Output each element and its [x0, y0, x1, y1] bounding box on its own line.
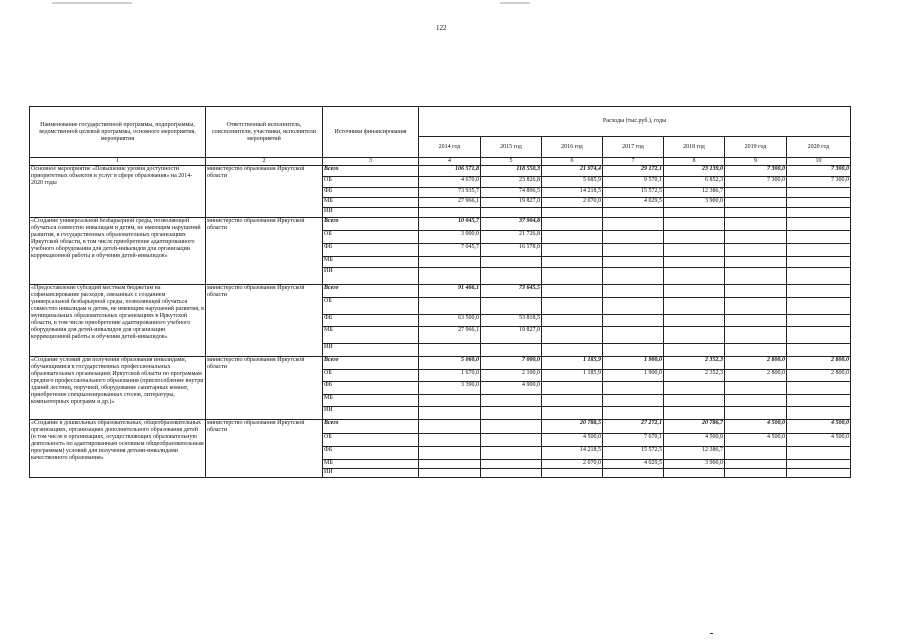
expense-value [603, 218, 664, 231]
expense-value [787, 218, 851, 231]
expense-value [725, 298, 787, 315]
expense-value [419, 447, 481, 460]
expense-value [419, 469, 481, 478]
expense-value: 16 178,0 [481, 244, 542, 257]
column-number: 6 [542, 158, 603, 166]
expense-value [481, 469, 542, 478]
scan-artifact [52, 2, 132, 4]
expense-value [419, 420, 481, 434]
expense-value [419, 268, 481, 285]
funding-source: Всего [323, 166, 419, 177]
expense-value [664, 407, 725, 420]
expense-value [725, 327, 787, 344]
expense-value: 118 550,3 [481, 166, 542, 177]
expense-value [542, 231, 603, 244]
column-number: 2 [206, 158, 323, 166]
measure-name: «Создание в дошкольных образовательных, общеобразовательных организациях, организациях дополнительного образования детей (в том числе в организациях, осуществляющих образовательную деятельность по адаптированным основным общеобразовательным программам) условий для получения детьми-инвалидами качественного образования» [30, 420, 206, 478]
expense-value [787, 344, 851, 357]
header-year: 2015 год [481, 137, 542, 158]
expense-value [542, 327, 603, 344]
expense-value: 29 172,1 [603, 166, 664, 177]
funding-source: МБ [323, 198, 419, 208]
expense-value [481, 268, 542, 285]
expense-value: 4 500,0 [664, 434, 725, 447]
table-row [30, 166, 851, 177]
expense-value: 4 029,5 [603, 460, 664, 469]
expense-value: 106 571,8 [419, 166, 481, 177]
expense-value: 1 185,9 [542, 357, 603, 370]
expense-value: 7 300,0 [787, 177, 851, 188]
measure-name: «Создание условий для получения образования инвалидами, обучающимися в государственных профессиональных образовательных организациях Иркутской области по программам среднего профессионального образования (приспособление внутри зданий лестниц, поручней, оборудование санитарных комнат, приобретение специализированных столов, литературы, компьютерных программ и др.)» [30, 357, 206, 420]
expense-value [725, 208, 787, 218]
expense-value: 63 500,0 [419, 315, 481, 327]
expense-value: 4 500,0 [725, 434, 787, 447]
expense-value [542, 218, 603, 231]
expense-value: 2 070,0 [542, 198, 603, 208]
expense-value: 27 966,1 [419, 198, 481, 208]
expense-value: 15 572,5 [603, 447, 664, 460]
expense-value [542, 298, 603, 315]
expense-value: 4 029,5 [603, 198, 664, 208]
expense-value [419, 257, 481, 268]
expense-value: 23 139,0 [664, 166, 725, 177]
expense-value [419, 460, 481, 469]
header-name: Наименование государственной программы, подпрограммы, ведомственной целевой программы, основного мероприятия, мероприятия [30, 107, 206, 158]
expense-value [481, 208, 542, 218]
expense-value [603, 469, 664, 478]
expense-value [787, 268, 851, 285]
expense-value [664, 208, 725, 218]
table-row [30, 420, 851, 434]
expense-value: 20 788,5 [542, 420, 603, 434]
funding-source: ФБ [323, 315, 419, 327]
header-year: 2018 год [664, 137, 725, 158]
expense-value [481, 420, 542, 434]
expense-value: 4 900,0 [481, 382, 542, 395]
header-year: 2019 год [725, 137, 787, 158]
expense-value [603, 315, 664, 327]
expense-value [481, 344, 542, 357]
column-number: 1 [30, 158, 206, 166]
expense-value [542, 315, 603, 327]
funding-source: ИИ [323, 344, 419, 357]
expense-value [725, 231, 787, 244]
expense-value [725, 447, 787, 460]
expense-value [603, 344, 664, 357]
funding-source: ФБ [323, 188, 419, 198]
expense-value [481, 257, 542, 268]
measure-executor: министерство образования Иркутской области [206, 420, 323, 478]
expense-value [419, 434, 481, 447]
expense-value: 4 500,0 [725, 420, 787, 434]
funding-source: Всего [323, 285, 419, 298]
header-year: 2016 год [542, 137, 603, 158]
expense-value [542, 208, 603, 218]
expense-value [664, 298, 725, 315]
funding-source: МБ [323, 327, 419, 344]
expense-value [664, 469, 725, 478]
expense-value [664, 268, 725, 285]
funding-source: ФБ [323, 244, 419, 257]
expense-value [787, 208, 851, 218]
expense-value [664, 257, 725, 268]
expense-value [787, 327, 851, 344]
expense-value [725, 285, 787, 298]
expense-value [725, 218, 787, 231]
expense-value [542, 268, 603, 285]
expense-value: 14 218,5 [542, 188, 603, 198]
expense-value: 12 386,7 [664, 447, 725, 460]
expense-value: 21 974,4 [542, 166, 603, 177]
expense-value [725, 344, 787, 357]
funding-source: ФБ [323, 447, 419, 460]
expense-value [664, 382, 725, 395]
column-number: 4 [419, 158, 481, 166]
expense-value [787, 285, 851, 298]
expense-value: 2 352,3 [664, 370, 725, 382]
expense-value: 5 060,0 [419, 357, 481, 370]
table-row [30, 285, 851, 298]
expense-value [725, 268, 787, 285]
funding-source: МБ [323, 460, 419, 469]
expense-value [787, 315, 851, 327]
measure-name: «Создание универсальной безбарьерной среды, позволяющей обучаться совместно инвалидам и детям, не имеющим нарушений развития, в государственных образовательных организациях Иркутской области, в том числе приобретение адаптированного учебного оборудования для детей-инвалидов для организации коррекционной работы и обучения детей-инвалидов» [30, 218, 206, 285]
expense-value [419, 298, 481, 315]
column-number: 5 [481, 158, 542, 166]
expense-value [787, 257, 851, 268]
expense-value [542, 244, 603, 257]
expense-value [664, 244, 725, 257]
header-year: 2017 год [603, 137, 664, 158]
expense-value [787, 447, 851, 460]
expense-value [664, 395, 725, 407]
header-executor: Ответственный исполнитель, соисполнители, участники, исполнители мероприятий [206, 107, 323, 158]
header-expenses: Расходы (тыс.руб.), годы [419, 107, 851, 137]
column-number: 8 [664, 158, 725, 166]
funding-source: МБ [323, 257, 419, 268]
expense-value [664, 218, 725, 231]
expense-value: 4 500,0 [787, 420, 851, 434]
expense-value: 4 500,0 [542, 434, 603, 447]
funding-source: ОБ [323, 177, 419, 188]
column-number: 9 [725, 158, 787, 166]
expense-value: 15 572,5 [603, 188, 664, 198]
expense-value: 2 800,0 [787, 370, 851, 382]
expense-value [419, 344, 481, 357]
measure-name: Основное мероприятие «Повышение уровня доступности приоритетных объектов и услуг в сфере образования» на 2014-2020 годы [30, 166, 206, 218]
expense-value [603, 327, 664, 344]
funding-source: ИИ [323, 469, 419, 478]
funding-source: ИИ [323, 407, 419, 420]
expense-value: 6 852,3 [664, 177, 725, 188]
expense-value [725, 460, 787, 469]
expense-value [481, 460, 542, 469]
expense-value [603, 231, 664, 244]
expense-value: 2 800,0 [725, 357, 787, 370]
expense-value [603, 268, 664, 285]
scan-mark [710, 633, 713, 634]
expense-value [664, 315, 725, 327]
expense-value [481, 395, 542, 407]
expense-value [725, 469, 787, 478]
expense-value: 10 045,7 [419, 218, 481, 231]
expense-value: 7 300,0 [725, 166, 787, 177]
expense-value [725, 395, 787, 407]
expense-value [787, 469, 851, 478]
expense-value [603, 285, 664, 298]
expense-value: 1 670,0 [419, 370, 481, 382]
column-number: 3 [323, 158, 419, 166]
expense-value [725, 257, 787, 268]
page-number: 122 [436, 24, 447, 32]
expense-value: 2 800,0 [725, 370, 787, 382]
budget-table [29, 106, 851, 478]
header-year: 2014 год [419, 137, 481, 158]
header-source: Источники финансирования [323, 107, 419, 158]
expense-value [603, 298, 664, 315]
expense-value: 2 070,0 [542, 460, 603, 469]
expense-value [787, 460, 851, 469]
expense-value [603, 407, 664, 420]
expense-value [542, 395, 603, 407]
expense-value: 12 386,7 [664, 188, 725, 198]
expense-value: 3 000,0 [419, 231, 481, 244]
expense-value: 7 045,7 [419, 244, 481, 257]
expense-value [542, 257, 603, 268]
expense-value [664, 231, 725, 244]
expense-value [787, 244, 851, 257]
funding-source: ОБ [323, 370, 419, 382]
expense-value: 53 818,5 [481, 315, 542, 327]
expense-value: 14 218,5 [542, 447, 603, 460]
expense-value [481, 447, 542, 460]
expense-value [787, 298, 851, 315]
expense-value [542, 407, 603, 420]
expense-value: 2 800,0 [787, 357, 851, 370]
funding-source: ОБ [323, 298, 419, 315]
table-row [30, 218, 851, 231]
funding-source: ИИ [323, 208, 419, 218]
expense-value [419, 208, 481, 218]
expense-value: 1 900,0 [603, 370, 664, 382]
expense-value: 1 900,0 [603, 357, 664, 370]
expense-value: 74 896,5 [481, 188, 542, 198]
funding-source: МБ [323, 395, 419, 407]
expense-value [603, 244, 664, 257]
expense-value: 9 570,1 [603, 177, 664, 188]
funding-source: ФБ [323, 382, 419, 395]
measure-executor: министерство образования Иркутской области [206, 166, 323, 218]
expense-value: 7 300,0 [725, 177, 787, 188]
expense-value [542, 285, 603, 298]
expense-value [787, 231, 851, 244]
column-number: 7 [603, 158, 664, 166]
measure-executor: министерство образования Иркутской области [206, 357, 323, 420]
expense-value [787, 407, 851, 420]
column-number: 10 [787, 158, 851, 166]
expense-value: 2 352,3 [664, 357, 725, 370]
expense-value: 7 000,0 [481, 357, 542, 370]
expense-value: 3 900,0 [664, 460, 725, 469]
expense-value [481, 434, 542, 447]
expense-value [787, 198, 851, 208]
expense-value [664, 344, 725, 357]
expense-value: 21 726,8 [481, 231, 542, 244]
expense-value [542, 469, 603, 478]
expense-value [664, 327, 725, 344]
expense-value [542, 382, 603, 395]
expense-value: 3 900,0 [664, 198, 725, 208]
expense-value [787, 188, 851, 198]
header-year: 2020 год [787, 137, 851, 158]
expense-value [725, 382, 787, 395]
funding-source: ИИ [323, 268, 419, 285]
expense-value: 1 185,9 [542, 370, 603, 382]
funding-source: Всего [323, 357, 419, 370]
expense-value [481, 298, 542, 315]
expense-value: 27 272,1 [603, 420, 664, 434]
expense-value: 5 685,9 [542, 177, 603, 188]
expense-value [725, 407, 787, 420]
funding-source: ОБ [323, 434, 419, 447]
expense-value [787, 382, 851, 395]
expense-value [481, 407, 542, 420]
expense-value [603, 208, 664, 218]
expense-value: 23 826,8 [481, 177, 542, 188]
expense-value: 73 645,5 [481, 285, 542, 298]
expense-value: 2 100,0 [481, 370, 542, 382]
expense-value [603, 382, 664, 395]
expense-value: 27 966,1 [419, 327, 481, 344]
measure-executor: министерство образования Иркутской области [206, 218, 323, 285]
expense-value [419, 395, 481, 407]
expense-value [725, 198, 787, 208]
expense-value: 73 935,7 [419, 188, 481, 198]
expense-value [787, 395, 851, 407]
expense-value: 37 904,8 [481, 218, 542, 231]
funding-source: Всего [323, 420, 419, 434]
expense-value: 91 466,1 [419, 285, 481, 298]
funding-source: ОБ [323, 231, 419, 244]
expense-value [725, 244, 787, 257]
expense-value [725, 188, 787, 198]
expense-value: 19 827,0 [481, 327, 542, 344]
expense-value: 19 827,0 [481, 198, 542, 208]
expense-value [725, 315, 787, 327]
expense-value: 4 670,0 [419, 177, 481, 188]
funding-source: Всего [323, 218, 419, 231]
scan-artifact [500, 2, 530, 4]
expense-value [664, 285, 725, 298]
expense-value: 3 390,0 [419, 382, 481, 395]
expense-value: 20 786,7 [664, 420, 725, 434]
expense-value [419, 407, 481, 420]
expense-value: 4 500,0 [787, 434, 851, 447]
measure-name: «Предоставление субсидий местным бюджетам на софинансирование расходов, связанных с созданием универсальной безбарьерной среды, позволяющей обучаться совместно инвалидам и детям, не имеющим нарушений развития, в муниципальных образовательных организациях в Иркутской области, в том числе приобретение адаптированного учебного оборудования для детей-инвалидов для организации коррекционной работы и обучения детей-инвалидов» [30, 285, 206, 357]
expense-value [603, 257, 664, 268]
expense-value: 7 670,1 [603, 434, 664, 447]
expense-value: 7 300,0 [787, 166, 851, 177]
measure-executor: министерство образования Иркутской области [206, 285, 323, 357]
expense-value [542, 344, 603, 357]
expense-value [603, 395, 664, 407]
table-row [30, 357, 851, 370]
